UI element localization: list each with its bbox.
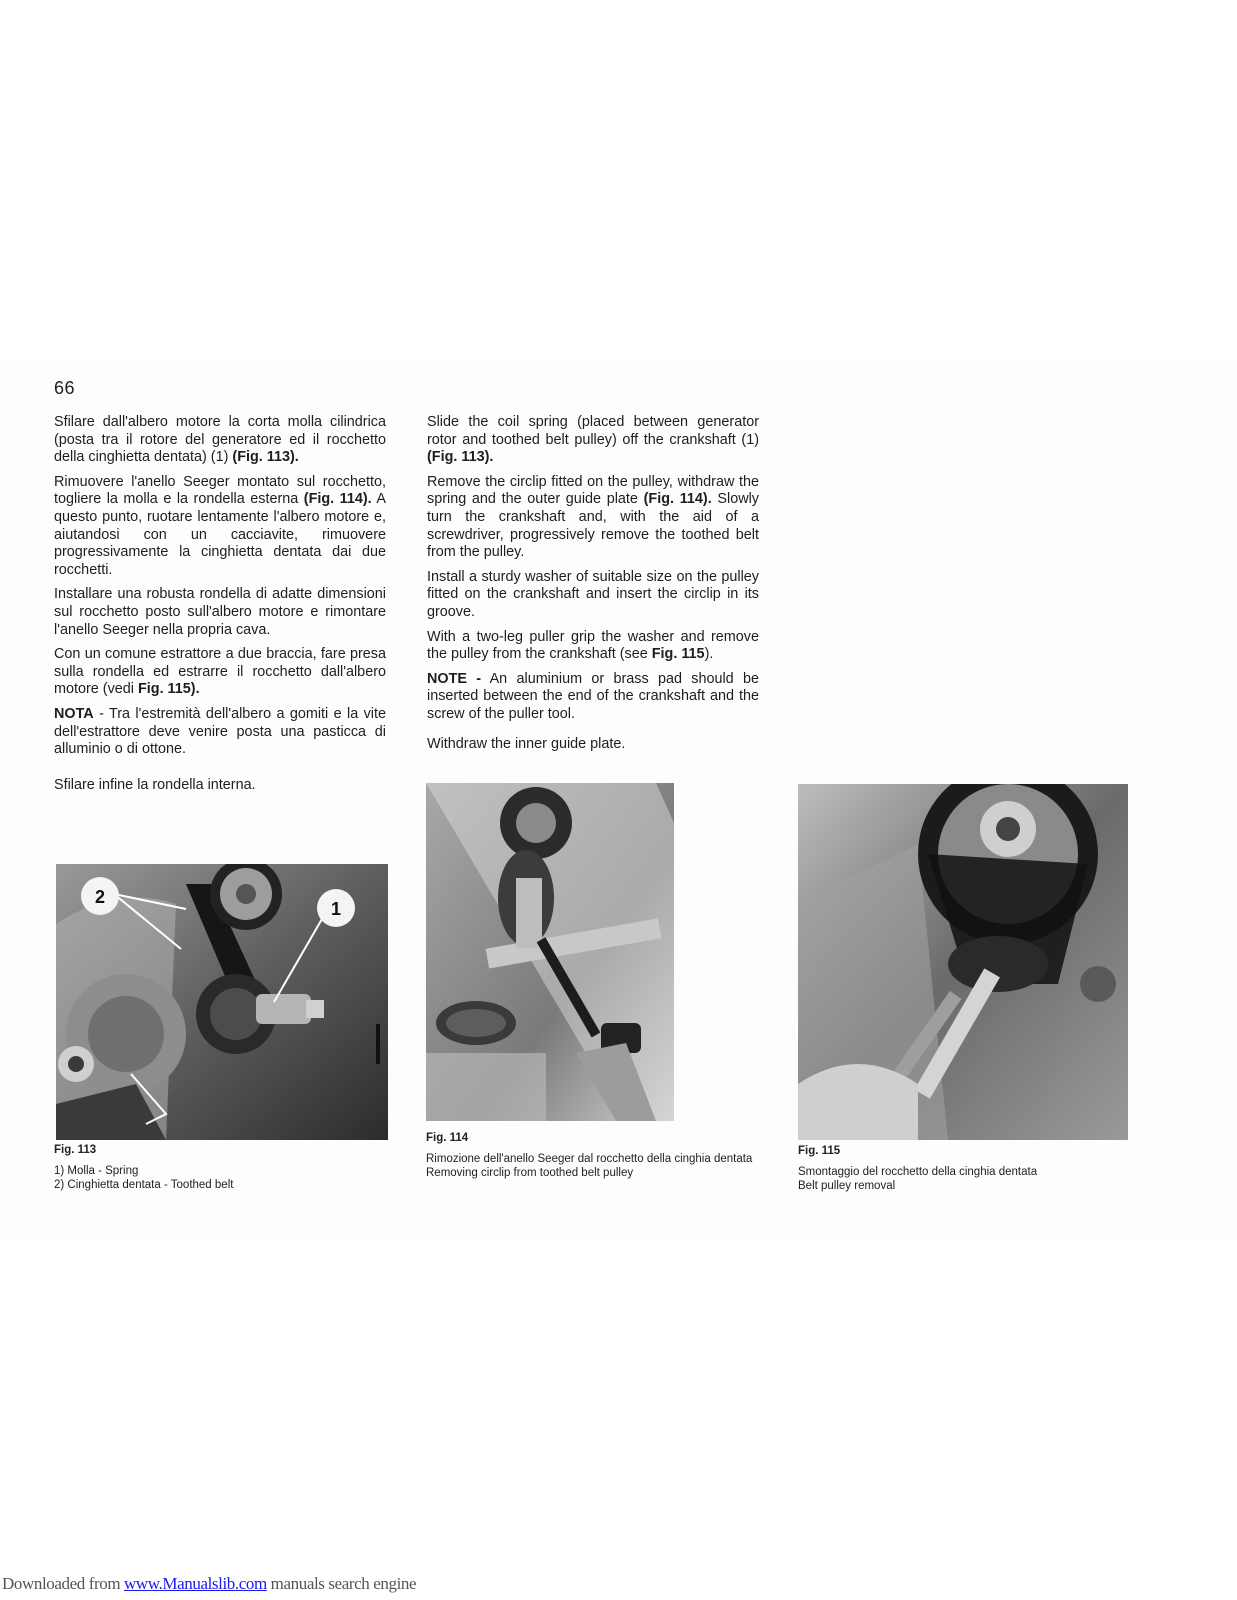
english-p1-figure-ref: (Fig. 113). — [427, 449, 494, 466]
english-p4-figure-ref: Fig. 115 — [651, 646, 705, 663]
english-p1-text: Slide the coil spring (placed between generator rotor and toothed belt pulley) off the crankshaft (1) — [427, 414, 759, 448]
figure-114-caption-italian: Rimozione dell'anello Seeger dal rocchetto della cinghia dentata — [426, 1153, 753, 1165]
figure-113-caption — [54, 1143, 384, 1192]
english-p2-tail: Slowly turn the crankshaft and, with the aid of a screwdriver, progressively remove the toothed belt from the pulley. — [427, 491, 759, 561]
figure-115-caption-italian: Smontaggio del rocchetto della cinghia dentata — [798, 1166, 1038, 1178]
italian-paragraph-4 — [54, 646, 386, 699]
english-p4-tail: ). — [704, 646, 714, 663]
english-note — [427, 671, 759, 724]
figure-115-label: Fig. 115 — [798, 1145, 841, 1157]
figure-114-photo — [426, 783, 674, 1121]
italian-paragraph-3: Installare una robusta rondella di adatte dimensioni sul rocchetto posto sull'albero motore e rimontare l'anello Seeger nella propria cava. — [54, 586, 386, 638]
footer-suffix: manuals search engine — [266, 1574, 417, 1593]
callout-2: 2 — [94, 887, 106, 907]
italian-p4-figure-ref: Fig. 115). — [137, 681, 200, 698]
italian-note-label: NOTA — [54, 705, 94, 722]
pulley-removal-illustration — [798, 784, 1128, 1140]
figure-114-label: Fig. 114 — [426, 1132, 469, 1144]
figure-115-caption — [798, 1144, 1128, 1193]
figure-113-legend-2: 2) Cinghietta dentata - Toothed belt — [54, 1179, 234, 1191]
figure-114-caption — [426, 1131, 756, 1180]
english-column — [427, 414, 759, 760]
italian-p2-text: Rimuovere l'anello Seeger montato sul rocchetto, togliere la molla e la rondella esterna — [54, 473, 386, 508]
english-paragraph-4 — [427, 629, 759, 664]
circlip-removal-illustration — [426, 783, 674, 1121]
english-p4-text: With a two-leg puller grip the washer and remove the pulley from the crankshaft (see — [427, 628, 759, 663]
italian-p1-text: Sfilare dall'albero motore la corta molla cilindrica (posta tra il rotore del generatore ed il rocchetto della cinghietta dentata) (1) — [54, 414, 386, 466]
download-footer — [2, 1574, 416, 1594]
english-p2-text: Remove the circlip fitted on the pulley, withdraw the spring and the outer guide plate — [427, 473, 759, 508]
figure-113-label: Fig. 113 — [54, 1144, 97, 1156]
manualslib-link[interactable]: www.Manualslib.com — [124, 1574, 267, 1593]
english-note-text: An aluminium or brass pad should be inserted between the end of the crankshaft and the screw of the puller tool. — [427, 670, 759, 722]
page-number: 66 — [54, 378, 76, 398]
italian-paragraph-2 — [54, 474, 386, 580]
italian-note — [54, 706, 386, 759]
italian-p2-tail: A questo punto, ruotare lentamente l'albero motore e, aiutandosi con un cacciavite, rimuovere progressivamente la cinghietta dentata dai due rocchetti. — [54, 491, 386, 578]
italian-p1-figure-ref: (Fig. 113). — [232, 449, 299, 466]
english-note-label: NOTE - — [427, 670, 482, 687]
italian-column — [54, 414, 386, 801]
figure-114-caption-english: Removing circlip from toothed belt pulley — [426, 1167, 634, 1179]
english-paragraph-1 — [427, 414, 759, 467]
english-paragraph-3: Install a sturdy washer of suitable size on the pulley fitted on the crankshaft and insert the circlip in its groove. — [427, 568, 759, 620]
figure-113-photo — [56, 864, 388, 1140]
figure-115-caption-english: Belt pulley removal — [798, 1180, 896, 1192]
engine-belt-illustration — [56, 864, 388, 1140]
italian-paragraph-5: Sfilare infine la rondella interna. — [54, 776, 256, 793]
italian-note-text: - Tra l'estremità dell'albero a gomiti e la vite dell'estrattore deve venire posta una pasticca di alluminio o di ottone. — [54, 705, 386, 758]
english-paragraph-5: Withdraw the inner guide plate. — [427, 735, 626, 752]
italian-p2-figure-ref: (Fig. 114). — [303, 491, 372, 508]
figure-115-photo — [798, 784, 1128, 1140]
english-paragraph-2 — [427, 474, 759, 562]
italian-p4-text: Con un comune estrattore a due braccia, fare presa sulla rondella ed estrarre il rocchetto dall'albero motore (vedi — [54, 646, 386, 698]
figure-113-legend-1: 1) Molla - Spring — [54, 1165, 139, 1177]
footer-prefix: Downloaded from — [2, 1574, 125, 1593]
english-p2-figure-ref: (Fig. 114). — [643, 491, 712, 508]
callout-1: 1 — [330, 899, 342, 919]
italian-paragraph-1 — [54, 414, 386, 467]
